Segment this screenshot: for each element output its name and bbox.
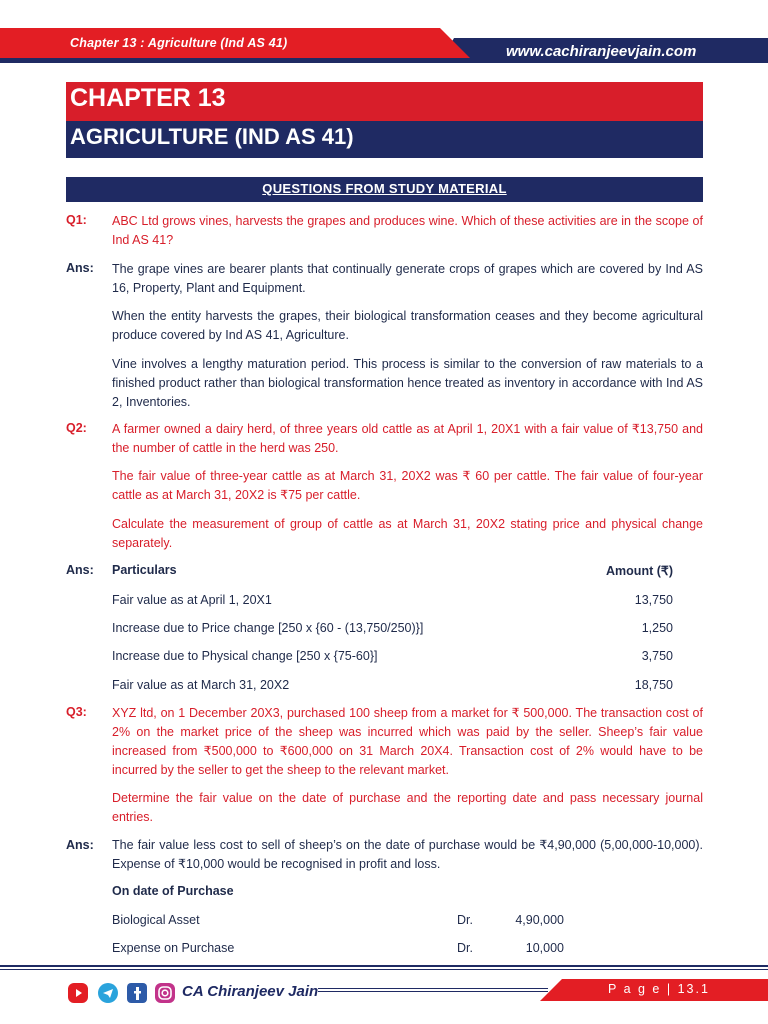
telegram-icon[interactable] (98, 983, 118, 1003)
q2-label: Q2: (66, 421, 87, 435)
q2-para: Calculate the measurement of group of cattle as at March 31, 20X2 stating price and physical change separately. (112, 517, 703, 550)
chapter-subtitle: AGRICULTURE (IND AS 41) (70, 124, 354, 149)
journal-account: Biological Asset (112, 913, 200, 927)
table-row-amount: 3,750 (641, 649, 673, 663)
q3-para: XYZ ltd, on 1 December 20X3, purchased 100 sheep from a market for ₹ 500,000. The transaction cost of 2% on the market price of the sheep was incurred which was paid by the seller. Sheep’s fair value increased from ₹500,000 to ₹600,000 on 31 March 20X4. Transaction cost of 2% would have to be incurred by the seller to get the sheep to the relevant market. (112, 706, 703, 777)
footer-rule (0, 965, 768, 967)
q2-para: A farmer owned a dairy herd, of three years old cattle as at April 1, 20X1 with a fair value of ₹13,750 and the number of cattle in the herd was 250. (112, 422, 703, 455)
table-row-label: Increase due to Physical change [250 x {75-60}] (112, 649, 378, 663)
chapter-tag: Chapter 13 : Agriculture (Ind AS 41) (70, 36, 288, 50)
journal-subheading: On date of Purchase (112, 884, 234, 898)
table-row-amount: 1,250 (641, 621, 673, 635)
q1-text: ABC Ltd grows vines, harvests the grapes and produces wine. Which of these activities are in the scope of Ind AS 41? (112, 214, 703, 247)
q2-para: The fair value of three-year cattle as at March 31, 20X2 was ₹ 60 per cattle. The fair value of four-year cattle as at March 31, 20X2 is ₹75 per cattle. (112, 469, 703, 502)
facebook-icon[interactable] (127, 983, 147, 1003)
website-link[interactable]: www.cachiranjeevjain.com (506, 43, 697, 60)
table-row-amount: 13,750 (634, 593, 673, 607)
q3-para: Determine the fair value on the date of purchase and the reporting date and pass necessary journal entries. (112, 791, 703, 824)
footer-rule-thin (0, 969, 768, 970)
q1-ans-label: Ans: (66, 261, 94, 275)
q3-answer: The fair value less cost to sell of sheep’s on the date of purchase would be ₹4,90,000 (5,00,000-10,000). Expense of ₹10,000 would be recognised in profit and loss. (112, 838, 703, 871)
table-head-particulars: Particulars (112, 563, 177, 577)
q3-label: Q3: (66, 705, 87, 719)
table-row-label: Increase due to Price change [250 x {60 - (13,750/250)}] (112, 621, 424, 635)
instagram-icon[interactable] (155, 983, 175, 1003)
author-name: CA Chiranjeev Jain (182, 983, 319, 1000)
page-number: P a g e | 13.1 (608, 982, 710, 996)
q2-ans-label: Ans: (66, 563, 94, 577)
journal-dr: Dr. (457, 941, 473, 955)
q1-answer-para: When the entity harvests the grapes, their biological transformation ceases and they become agricultural produce covered by Ind AS 41, Agriculture. (112, 309, 703, 342)
q1-answer-para: Vine involves a lengthy maturation period. This process is similar to the conversion of raw materials to a finished product rather than biological transformation hence treated as inventory in accordance with Ind AS 2, Inventories. (112, 357, 703, 409)
q3-ans-label: Ans: (66, 838, 94, 852)
q1-answer-para: The grape vines are bearer plants that continually generate crops of grapes which are covered by Ind AS 16, Property, Plant and Equipment. (112, 262, 703, 295)
journal-amount: 10,000 (525, 941, 564, 955)
youtube-icon[interactable] (68, 983, 88, 1003)
section-title: QUESTIONS FROM STUDY MATERIAL (262, 181, 507, 196)
table-head-amount: Amount (₹) (606, 564, 673, 578)
table-row-label: Fair value as at March 31, 20X2 (112, 678, 290, 692)
journal-dr: Dr. (457, 913, 473, 927)
table-row-label: Fair value as at April 1, 20X1 (112, 593, 272, 607)
journal-amount: 4,90,000 (515, 913, 564, 927)
q1-label: Q1: (66, 213, 87, 227)
footer-divider (318, 988, 548, 992)
chapter-title: CHAPTER 13 (70, 84, 226, 112)
journal-account: Expense on Purchase (112, 941, 235, 955)
table-row-amount: 18,750 (634, 678, 673, 692)
